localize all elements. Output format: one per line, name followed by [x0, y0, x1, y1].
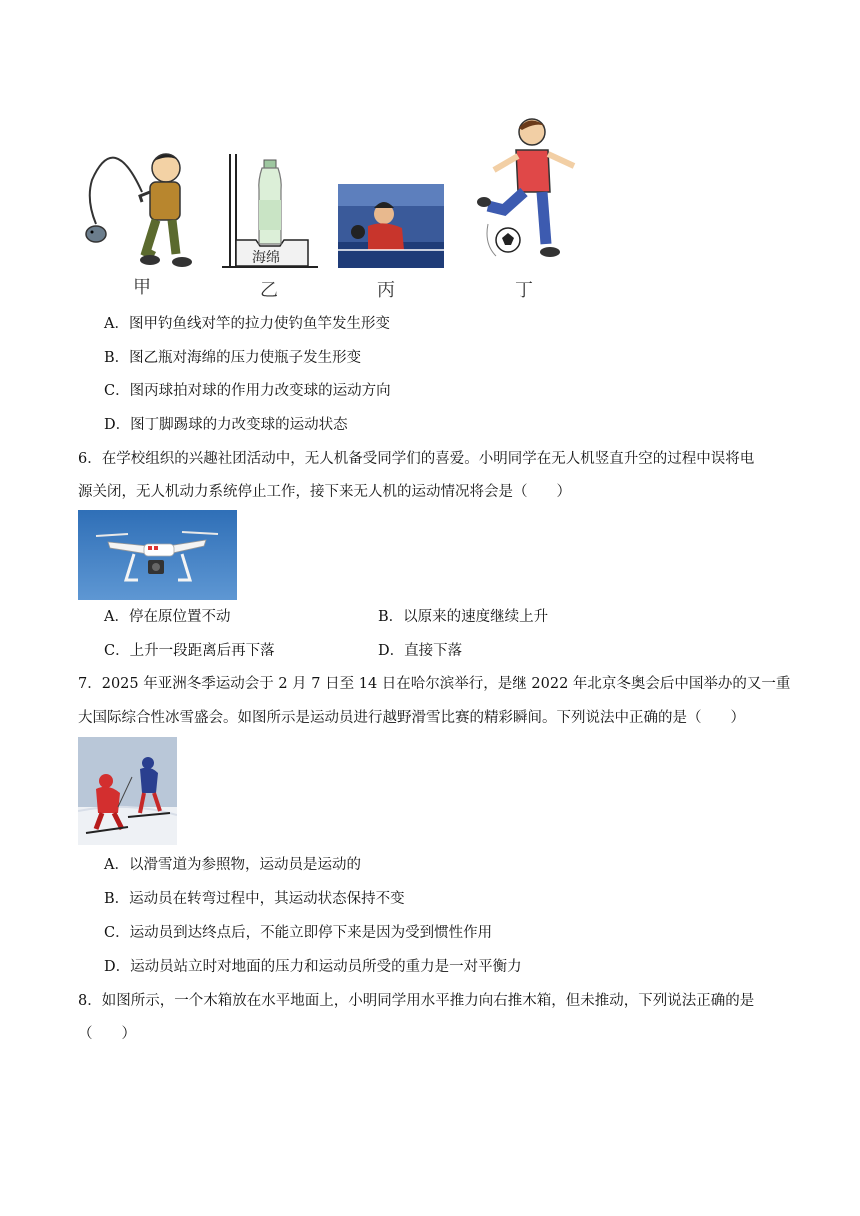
- q5-option-c: C．图丙球拍对球的作用力改变球的运动方向: [104, 383, 391, 399]
- sponge-label: 海绵: [252, 250, 280, 266]
- q7-option-d: D．运动员站立时对地面的压力和运动员所受的重力是一对平衡力: [104, 959, 522, 975]
- figure-fishing: [84, 140, 194, 274]
- q5-option-b: B．图乙瓶对海绵的压力使瓶子发生形变: [104, 350, 362, 366]
- q8-stem-line1: 8．如图所示，一个木箱放在水平地面上，小明同学用水平推力向右推木箱，但未推动，下列说法正确的是: [78, 993, 755, 1009]
- q6-option-a: A．停在原位置不动: [104, 609, 231, 625]
- q6-option-b: B．以原来的速度继续上升: [378, 609, 549, 625]
- q6-option-d: D．直接下落: [378, 643, 463, 659]
- figure-kicking-ball: [474, 114, 580, 272]
- skiing-photo: [78, 737, 177, 845]
- q7-stem-line1: 7．2025 年亚洲冬季运动会于 2 月 7 日至 14 日在哈尔滨举行，是继 2022 年北京冬奥会后中国举办的又一重: [78, 676, 791, 692]
- q7-option-c: C．运动员到达终点后，不能立即停下来是因为受到惯性作用: [104, 925, 493, 941]
- caption-yi: 乙: [260, 280, 278, 301]
- drone-photo: [78, 510, 237, 600]
- caption-bing: 丙: [377, 280, 395, 301]
- q6-option-c: C．上升一段距离后再下落: [104, 643, 275, 659]
- q6-stem-line1: 6．在学校组织的兴趣社团活动中，无人机备受同学们的喜爱。小明同学在无人机竖直升空的过程中误将电: [78, 451, 755, 467]
- figure-table-tennis: [338, 184, 444, 268]
- q7-stem-line2: 大国际综合性冰雪盛会。如图所示是运动员进行越野滑雪比赛的精彩瞬间。下列说法中正确的是（ ）: [78, 710, 745, 726]
- q5-option-d: D．图丁脚踢球的力改变球的运动状态: [104, 417, 348, 433]
- q7-option-b: B．运动员在转弯过程中，其运动状态保持不变: [104, 891, 405, 907]
- q5-option-a: A．图甲钓鱼线对竿的拉力使钓鱼竿发生形变: [104, 316, 390, 332]
- caption-jia: 甲: [133, 277, 151, 298]
- q8-stem-line2: （ ）: [78, 1026, 136, 1042]
- caption-ding: 丁: [515, 280, 533, 301]
- q6-stem-line2: 源关闭，无人机动力系统停止工作，接下来无人机的运动情况将会是（ ）: [78, 484, 571, 500]
- q7-option-a: A．以滑雪道为参照物，运动员是运动的: [104, 857, 361, 873]
